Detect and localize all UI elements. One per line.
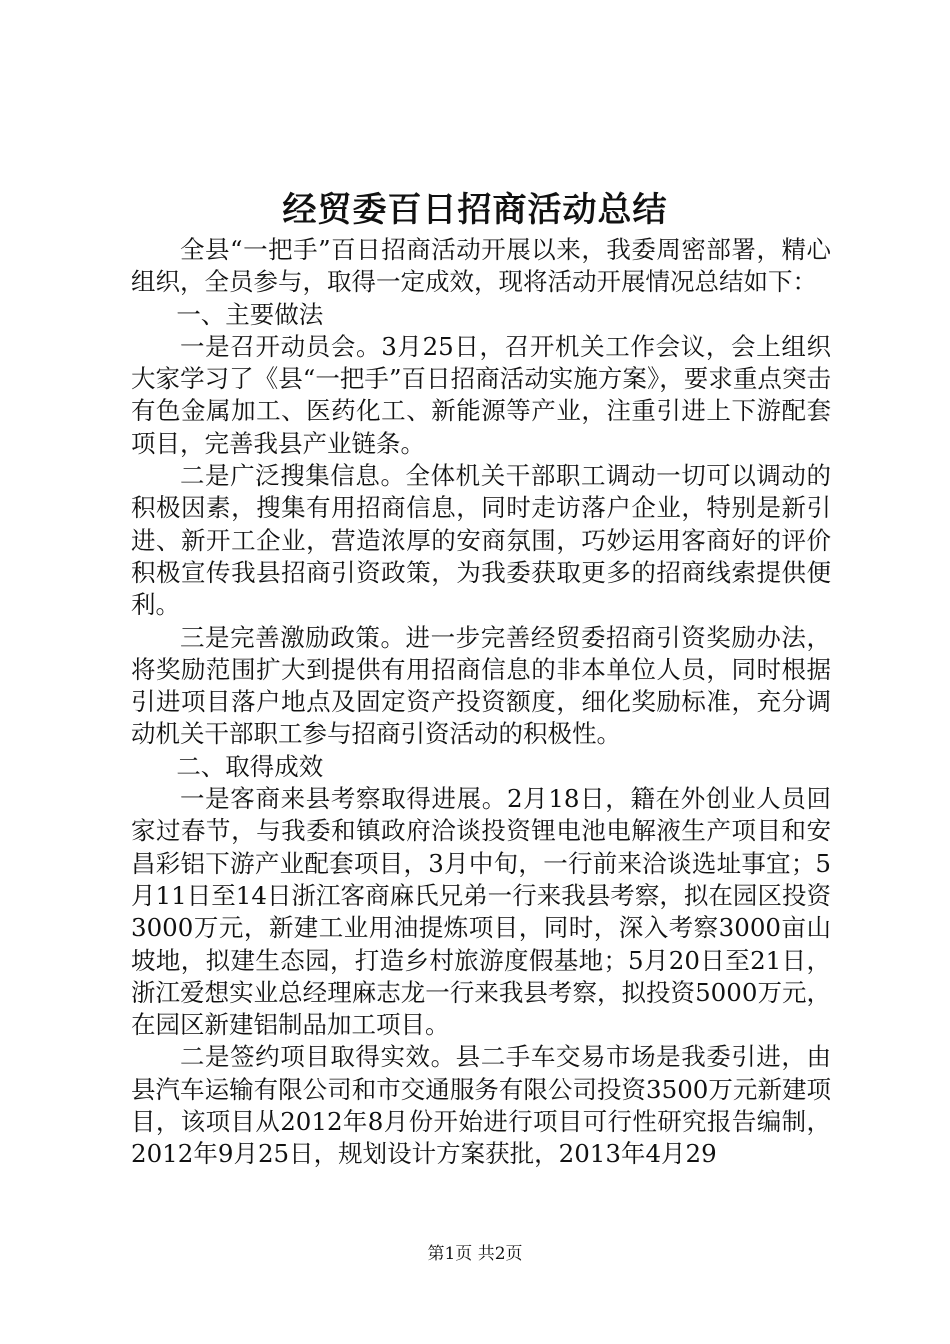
section-heading-main-practices: 一、主要做法 xyxy=(176,299,324,329)
intro-paragraph: 全县“一把手”百日招商活动开展以来，我委周密部署，精心组织，全员参与，取得一定成效，现将活动开展情况总结如下： xyxy=(131,235,831,297)
document-title: 经贸委百日招商活动总结 xyxy=(282,190,668,230)
document-body xyxy=(131,234,831,1171)
section-heading-achievements: 二、取得成效 xyxy=(176,751,324,781)
paragraph-collect-information: 二是广泛搜集信息。全体机关干部职工调动一切可以调动的积极因素，搜集有用招商信息，同时走访落户企业，特别是新引进、新开工企业，营造浓厚的安商氛围，巧妙运用客商好的评价积极宣传我县招商引资政策，为我委获取更多的招商线索提供便利。 xyxy=(131,461,831,620)
paragraph-incentive-policy: 三是完善激励政策。进一步完善经贸委招商引资奖励办法，将奖励范围扩大到提供有用招商信息的非本单位人员，同时根据引进项目落户地点及固定资产投资额度，细化奖励标准，充分调动机关干部职工参与招商引资活动的积极性。 xyxy=(131,622,831,749)
paragraph-signed-projects: 二是签约项目取得实效。县二手车交易市场是我委引进，由县汽车运输有限公司和市交通服务有限公司投资3500万元新建项目，该项目从2012年8月份开始进行项目可行性研究报告编制，2012年9月25日，规划设计方案获批，2013年4月29 xyxy=(131,1042,831,1169)
page-footer: 第1页 共2页 xyxy=(427,1244,523,1264)
paragraph-investor-visits: 一是客商来县考察取得进展。2月18日，籍在外创业人员回家过春节，与我委和镇政府洽谈投资锂电池电解液生产项目和安昌彩铝下游产业配套项目，3月中旬，一行前来洽谈选址事宜；5月11日至14日浙江客商麻氏兄弟一行来我县考察，拟在园区投资3000万元，新建工业用油提炼项目，同时，深入考察3000亩山坡地，拟建生态园，打造乡村旅游度假基地；5月20日至21日，浙江爱想实业总经理麻志龙一行来我县考察，拟投资5000万元，在园区新建铝制品加工项目。 xyxy=(131,784,831,1040)
paragraph-mobilization-meeting: 一是召开动员会。3月25日，召开机关工作会议，会上组织大家学习了《县“一把手”百日招商活动实施方案》，要求重点突击有色金属加工、医药化工、新能源等产业，注重引进上下游配套项目，完善我县产业链条。 xyxy=(131,331,831,458)
